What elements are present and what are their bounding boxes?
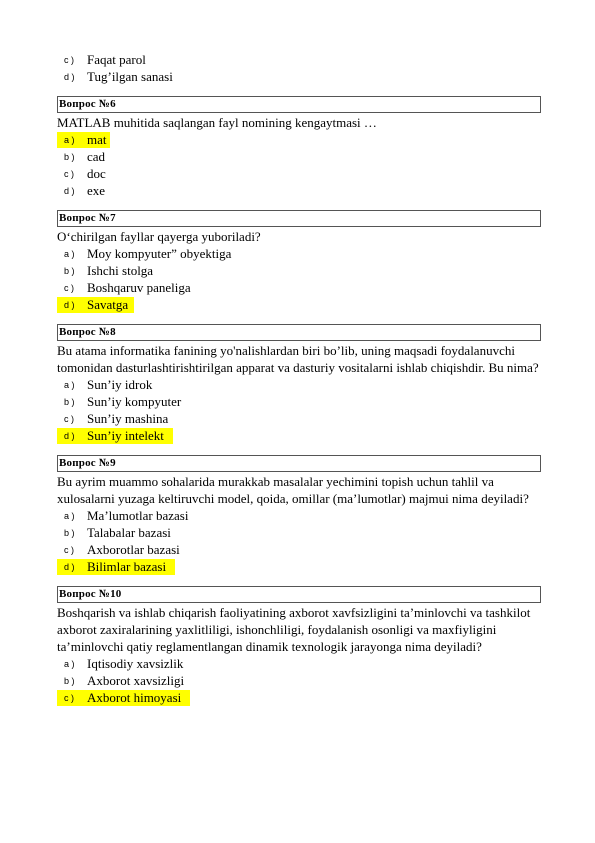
answer-option[interactable] — [57, 541, 541, 558]
answer-letter: b ) — [64, 266, 75, 276]
answer-letter: a ) — [64, 380, 75, 390]
answer-letter: b ) — [64, 676, 75, 686]
answer-text: mat — [87, 132, 107, 147]
answer-text: Axborot xavsizligi — [87, 673, 185, 688]
answer-letter: c ) — [64, 55, 74, 65]
answer-option[interactable] — [57, 655, 541, 672]
answer-text: Savatga — [87, 297, 129, 312]
question-text: Bu ayrim muammo sohalarida murakkab masalalar yechimini topish uchun tahlil va xulosalarni yuzaga keltiruvchi model, qoida, omillar (ma’lumotlar) majmui nima deyiladi? — [57, 474, 529, 506]
question-header: Вопрос №7 — [57, 210, 541, 227]
answer-letter: c ) — [64, 169, 74, 179]
answer-option-correct[interactable] — [57, 131, 541, 148]
question-block — [57, 586, 541, 706]
test-document — [57, 51, 541, 706]
answer-text: Iqtisodiy xavsizlik — [87, 656, 184, 671]
answer-text: Moy kompyuter” obyektiga — [87, 246, 232, 261]
answer-option[interactable] — [57, 245, 541, 262]
answer-letter: a ) — [64, 511, 75, 521]
answer-letter: a ) — [64, 659, 75, 669]
answer-option[interactable] — [57, 148, 541, 165]
answer-option[interactable] — [57, 393, 541, 410]
answer-letter: c ) — [64, 283, 74, 293]
answer-option-correct[interactable] — [57, 558, 541, 575]
answer-text: Faqat parol — [87, 52, 146, 67]
question-text: Boshqarish va ishlab chiqarish faoliyatining axborot xavfsizligini ta’minlovchi va tashkilot axborot zaxiralarining yaxlitliligi, ishonchliligi, foydalanish osonligi va maxfiyligini ta’minlovchi qatiy reglamentlangan dinamik texnologik jarayonga nima deyiladi? — [57, 605, 531, 654]
answer-option-correct[interactable] — [57, 427, 541, 444]
answer-text: Tug’ilgan sanasi — [87, 69, 173, 84]
answer-text: Sun’iy intelekt — [87, 428, 164, 443]
answer-text: Talabalar bazasi — [87, 525, 171, 540]
answer-text: Ishchi stolga — [87, 263, 154, 278]
question-header: Вопрос №9 — [57, 455, 541, 472]
question-block — [57, 96, 541, 199]
answer-text: Axborot himoyasi — [87, 690, 182, 705]
answer-text: Sun’iy kompyuter — [87, 394, 182, 409]
question-text: O‘chirilgan fayllar qayerga yuboriladi? — [57, 229, 261, 244]
answer-option[interactable] — [57, 68, 541, 85]
answer-option[interactable] — [57, 262, 541, 279]
question-header: Вопрос №10 — [57, 586, 541, 603]
answer-option[interactable] — [57, 376, 541, 393]
answer-option[interactable] — [57, 672, 541, 689]
answer-letter: c ) — [64, 693, 74, 703]
answer-text: Sun’iy idrok — [87, 377, 153, 392]
answer-option[interactable] — [57, 410, 541, 427]
answer-option-correct[interactable] — [57, 689, 541, 706]
answer-letter: c ) — [64, 545, 74, 555]
question-block — [57, 455, 541, 575]
answer-letter: d ) — [64, 186, 75, 196]
question-header: Вопрос №6 — [57, 96, 541, 113]
answer-letter: c ) — [64, 414, 74, 424]
answer-text: Boshqaruv paneliga — [87, 280, 191, 295]
answer-option[interactable] — [57, 182, 541, 199]
answer-letter: b ) — [64, 397, 75, 407]
answer-option[interactable] — [57, 279, 541, 296]
question-block — [57, 324, 541, 444]
question-header: Вопрос №8 — [57, 324, 541, 341]
answer-option[interactable] — [57, 524, 541, 541]
answer-text: Ma’lumotlar bazasi — [87, 508, 189, 523]
answer-option[interactable] — [57, 51, 541, 68]
answer-text: doc — [87, 166, 106, 181]
answer-text: Axborotlar bazasi — [87, 542, 180, 557]
answer-text: Sun’iy mashina — [87, 411, 169, 426]
answer-letter: d ) — [64, 431, 75, 441]
answer-text: Bilimlar bazasi — [87, 559, 167, 574]
answer-letter: b ) — [64, 152, 75, 162]
answer-letter: d ) — [64, 300, 75, 310]
question-text: Bu atama informatika fanining yo'nalishlardan biri bo’lib, uning maqsadi foydalanuvchi tomonidan dasturlashtirishtirilgan apparat va dasturiy vositalarni ishlab chiqishdir. Bu nima? — [57, 343, 539, 375]
question-text: MATLAB muhitida saqlangan fayl nomining kengaytmasi … — [57, 115, 377, 130]
answer-letter: a ) — [64, 249, 75, 259]
answer-text: exe — [87, 183, 106, 198]
answer-letter: b ) — [64, 528, 75, 538]
answer-option-correct[interactable] — [57, 296, 541, 313]
question-block — [57, 210, 541, 313]
answer-option[interactable] — [57, 165, 541, 182]
answer-letter: d ) — [64, 72, 75, 82]
answer-letter: d ) — [64, 562, 75, 572]
answer-option[interactable] — [57, 507, 541, 524]
top-answers — [57, 51, 541, 85]
answer-text: cad — [87, 149, 106, 164]
answer-letter: a ) — [64, 135, 75, 145]
